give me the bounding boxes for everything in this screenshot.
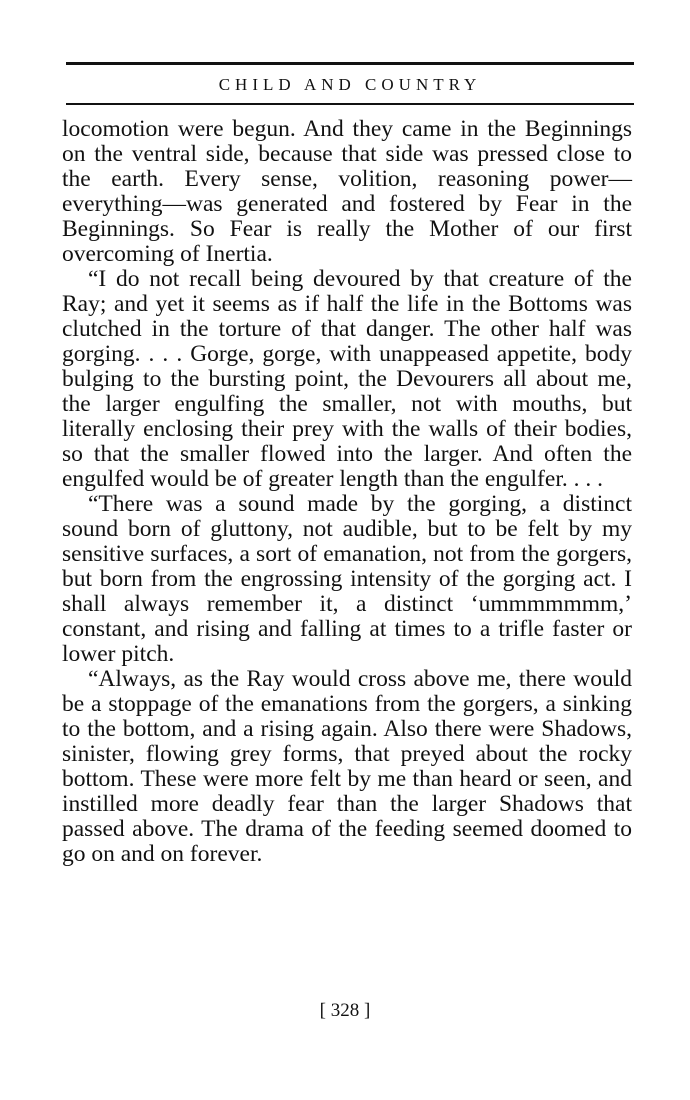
paragraph-continued: locomotion were begun. And they came in the Beginnings on the ventral side, because that side was pressed close to the earth. Every sense, volition, reasoning power—everything—was generated and fostered by Fear in the Beginnings. So Fear is really the Mother of our first overcoming of Inertia. [62,116,632,267]
page-number: [ 328 ] [319,1000,371,1021]
paragraph: “There was a sound made by the gorging, a distinct sound born of gluttony, not audible, but to be felt by my sensitive surfaces, a sort of emanation, not from the gorgers, but born from the engrossing intensity of the gorging act. I shall always remember it, a distinct ‘ummmmmmm,’ constant, and rising and falling at times to a trifle faster or lower pitch. [62,491,632,667]
header-underline-rule [66,103,634,105]
paragraph: “I do not recall being devoured by that creature of the Ray; and yet it seems as if half the life in the Bottoms was clutched in the torture of that danger. The other half was gorging. . . . Gorge, gorge, with unappeased appetite, body bulging to the bursting point, the Devourers all about me, the larger engulfing the smaller, not with mouths, but literally enclosing their prey with the walls of their bodies, so that the smaller flowed into the larger. And often the engulfed would be of greater length than the engulfer. . . . [62,266,632,492]
header-rule [66,62,634,65]
body-text [62,117,632,867]
paragraph: “Always, as the Ray would cross above me, there would be a stoppage of the emanations from the gorgers, a sinking to the bottom, and a rising again. Also there were Shadows, sinister, flowing grey forms, that preyed about the rocky bottom. These were more felt by me than heard or seen, and instilled more deadly fear than the larger Shadows that passed above. The drama of the feeding seemed doomed to go on and on forever. [62,666,632,867]
running-head: CHILD AND COUNTRY [218,75,482,94]
